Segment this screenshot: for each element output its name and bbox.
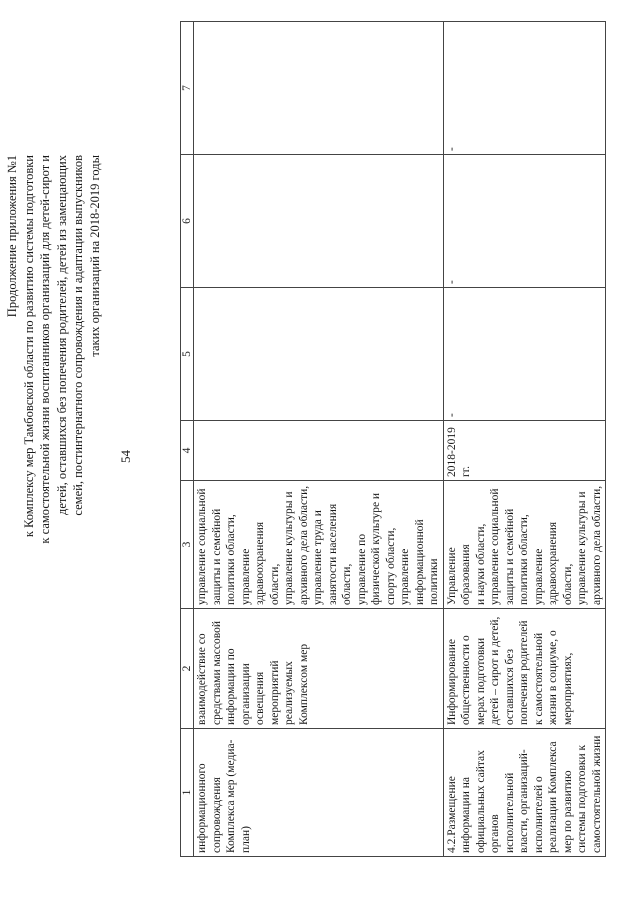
appendix-header [4,155,103,745]
column-number-row [181,22,194,857]
measures-table [180,21,606,857]
column-number: 1 [181,729,194,857]
col7-cell: - [443,22,606,155]
column-number: 2 [181,609,194,729]
column-number: 3 [181,481,194,609]
header-line: Продолжение приложения №1 [5,155,19,318]
header-line: к Комплексу мер Тамбовской области по развитию системы подготовки [21,155,36,538]
measure-name-cell: информационного сопровождения Комплекса мер (медиа- план) [194,729,444,857]
table-row [194,22,444,857]
table-row [443,22,606,857]
column-number: 4 [181,421,194,481]
column-number: 7 [181,22,194,155]
header-line: семей, постинтернатного сопровождения и адаптации выпускников [71,155,85,516]
header-line: таких организаций на 2018-2019 годы [87,155,102,357]
header-line: к самостоятельной жизни воспитанников организаций для детей-сирот и [38,155,52,544]
col5-cell [194,288,444,421]
measure-name-cell: 4.2.Размещение информации на официальных сайтах органов исполнительной власти, организаций- исполнителей о реализации Комплекса мер по развитию системы подготовки к самостоятельной жизни [443,729,606,857]
col7-cell [194,22,444,155]
executors-cell: Управление образования и науки области, управление социальной защиты и семейной политики области, управление здравоохранения области, управление культуры и архивного дела области, [443,481,606,609]
col6-cell [194,155,444,288]
col5-cell: - [443,288,606,421]
column-number: 5 [181,288,194,421]
period-cell [194,421,444,481]
header-line: детей, оставшихся без попечения родителей, детей из замещающих [54,155,69,516]
measure-content-cell: Информирование общественности о мерах подготовки детей – сирот и детей, оставшихся без попечения родителей к самостоятельной жизни в социуме, о мероприятиях, [443,609,606,729]
col6-cell: - [443,155,606,288]
page-number: 54 [118,450,133,463]
measure-content-cell: взаимодействие со средствами массовой информации по организации освещения мероприятий реализуемых Комплексом мер [194,609,444,729]
executors-cell: управление социальной защиты и семейной политики области, управление здравоохранения области, управление культуры и архивного дела области, управление труда и занятости населения области, управление по физической культуре и спорту области, управление информационной политики [194,481,444,609]
period-cell: 2018-2019 гг. [443,421,606,481]
column-number: 6 [181,155,194,288]
